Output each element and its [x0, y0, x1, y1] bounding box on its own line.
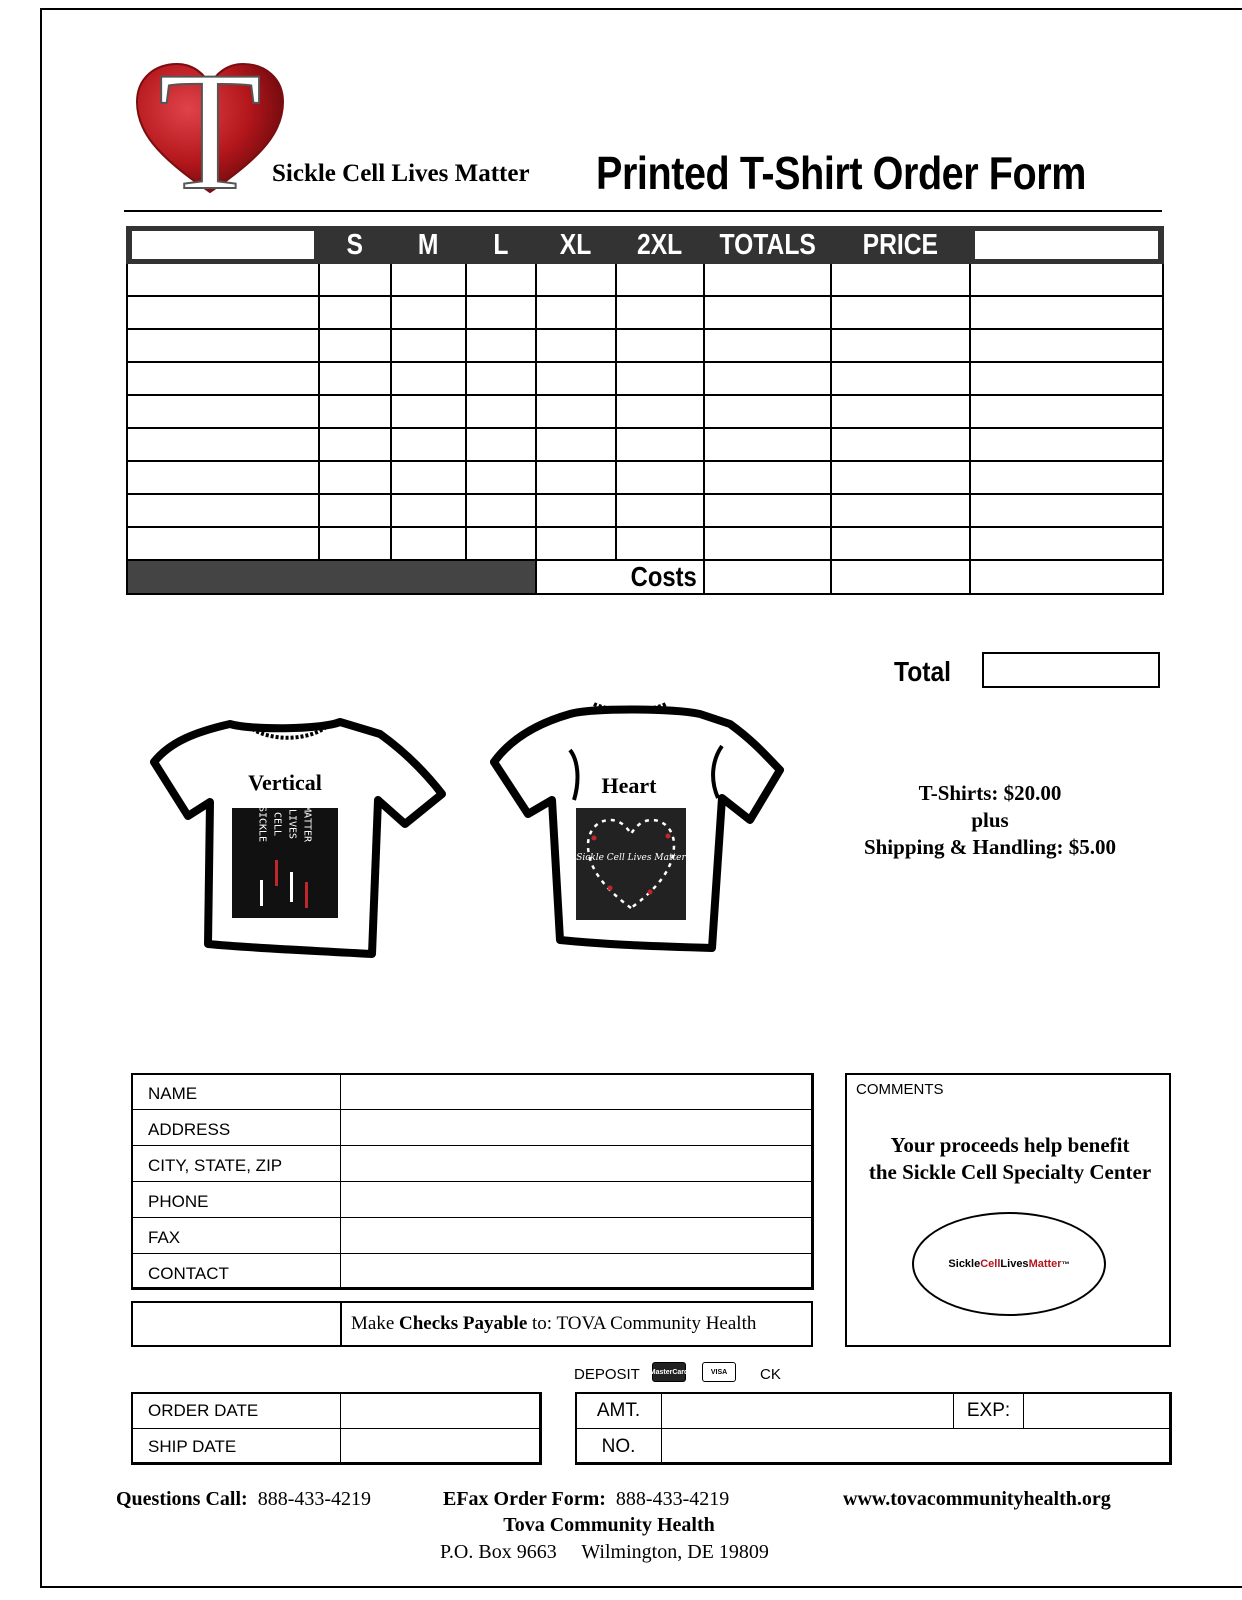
heart-logo-icon	[135, 60, 285, 200]
website-link[interactable]: www.tovacommunityhealth.org	[843, 1488, 1111, 1510]
contact-label: CONTACT	[132, 1254, 341, 1290]
header-size-s: S	[319, 227, 391, 263]
costs-amount-cell[interactable]	[970, 560, 1163, 594]
questions-call: Questions Call: 888-433-4219	[116, 1488, 372, 1510]
check-label: CK	[760, 1366, 781, 1383]
header-totals: TOTALS	[704, 227, 831, 263]
pricing-line-plus: plus	[971, 808, 1009, 832]
table-row[interactable]	[127, 527, 1163, 560]
fax-field[interactable]	[341, 1218, 814, 1254]
amount-label: AMT.	[576, 1393, 662, 1429]
costs-price-cell[interactable]	[831, 560, 970, 594]
name-row	[132, 1074, 814, 1110]
number-field[interactable]	[662, 1429, 1172, 1465]
checks-payable-text: Make Checks Payable to: TOVA Community Health	[351, 1313, 757, 1334]
city-state-zip-field[interactable]	[341, 1146, 814, 1182]
heart-design-text: Sickle Cell Lives Matter	[576, 853, 686, 863]
efax-order: EFax Order Form: 888-433-4219	[443, 1488, 730, 1510]
mastercard-icon: MasterCard	[652, 1362, 686, 1382]
checks-divider	[340, 1301, 342, 1347]
contact-field[interactable]	[341, 1254, 814, 1290]
name-field[interactable]	[341, 1074, 814, 1110]
address-label: ADDRESS	[132, 1110, 341, 1146]
vertical-shirt-label: Vertical	[248, 770, 322, 795]
order-date-field[interactable]	[341, 1393, 542, 1429]
table-row[interactable]	[127, 296, 1163, 329]
vertical-design-word-1: SICKLE	[256, 805, 268, 843]
phone-label: PHONE	[132, 1182, 341, 1218]
table-row[interactable]	[127, 263, 1163, 296]
costs-label: Costs	[536, 560, 704, 594]
table-row[interactable]	[127, 362, 1163, 395]
contact-row	[132, 1254, 814, 1290]
vertical-shirt-icon	[150, 712, 450, 972]
proceeds-note	[855, 1132, 1165, 1186]
dates-table	[131, 1392, 542, 1465]
header-size-xl: XL	[536, 227, 616, 263]
order-table	[126, 226, 1164, 595]
header-amount-blank	[970, 227, 1163, 263]
fax-label: FAX	[132, 1218, 341, 1254]
header-size-l: L	[466, 227, 536, 263]
city-state-zip-row	[132, 1146, 814, 1182]
vertical-design-word-2: CELL	[271, 811, 283, 837]
amount-field[interactable]	[662, 1393, 954, 1429]
table-row[interactable]	[127, 428, 1163, 461]
header-size-2xl: 2XL	[616, 227, 704, 263]
footer-address: P.O. Box 9663 Wilmington, DE 19809	[440, 1541, 769, 1563]
footer-org: Tova Community Health	[503, 1514, 715, 1536]
amount-row	[576, 1393, 1172, 1429]
proceeds-line-2: the Sickle Cell Specialty Center	[868, 1160, 1152, 1184]
exp-field[interactable]	[1024, 1393, 1172, 1429]
pricing-line-tshirts: T-Shirts: $20.00	[918, 781, 1062, 805]
slm-badge: Sickle Cell Lives Matter ™	[912, 1212, 1106, 1316]
header-item-blank	[127, 227, 319, 263]
costs-dark-cell	[127, 560, 536, 594]
order-date-label: ORDER DATE	[132, 1393, 341, 1429]
deposit-label: DEPOSIT	[574, 1366, 640, 1383]
address-row	[132, 1110, 814, 1146]
number-label: NO.	[576, 1429, 662, 1465]
total-field[interactable]	[982, 652, 1160, 688]
fax-row	[132, 1218, 814, 1254]
city-state-zip-label: CITY, STATE, ZIP	[132, 1146, 341, 1182]
header-price: PRICE	[831, 227, 970, 263]
heart-shirt-icon	[490, 700, 790, 960]
order-table-header	[127, 227, 1163, 263]
costs-totals-cell[interactable]	[704, 560, 831, 594]
vertical-design-word-3: LIVES	[286, 808, 298, 840]
payment-table	[575, 1392, 1172, 1465]
org-name: Sickle Cell Lives Matter	[272, 160, 530, 187]
table-row[interactable]	[127, 395, 1163, 428]
table-row[interactable]	[127, 329, 1163, 362]
pricing-line-shipping: Shipping & Handling: $5.00	[863, 835, 1117, 859]
header-size-m: M	[391, 227, 466, 263]
proceeds-line-1: Your proceeds help benefit	[890, 1133, 1130, 1157]
costs-row	[127, 560, 1163, 594]
address-field[interactable]	[341, 1110, 814, 1146]
ship-date-label: SHIP DATE	[132, 1429, 341, 1465]
ship-date-field[interactable]	[341, 1429, 542, 1465]
title-divider	[124, 210, 1162, 212]
ship-date-row	[132, 1429, 542, 1465]
order-date-row	[132, 1393, 542, 1429]
table-row[interactable]	[127, 461, 1163, 494]
pricing-info	[850, 780, 1130, 861]
visa-icon: VISA	[702, 1362, 736, 1382]
vertical-design-word-4: MATTER	[301, 805, 313, 843]
phone-field[interactable]	[341, 1182, 814, 1218]
name-label: NAME	[132, 1074, 341, 1110]
heart-shirt-label: Heart	[601, 773, 657, 798]
number-row	[576, 1429, 1172, 1465]
phone-row	[132, 1182, 814, 1218]
form-title: Printed T-Shirt Order Form	[596, 147, 1086, 199]
exp-label: EXP:	[954, 1393, 1024, 1429]
total-label: Total	[894, 656, 952, 687]
customer-info-table	[131, 1073, 814, 1290]
comments-title: COMMENTS	[856, 1081, 944, 1098]
table-row[interactable]	[127, 494, 1163, 527]
logo-letter: T	[158, 60, 262, 200]
